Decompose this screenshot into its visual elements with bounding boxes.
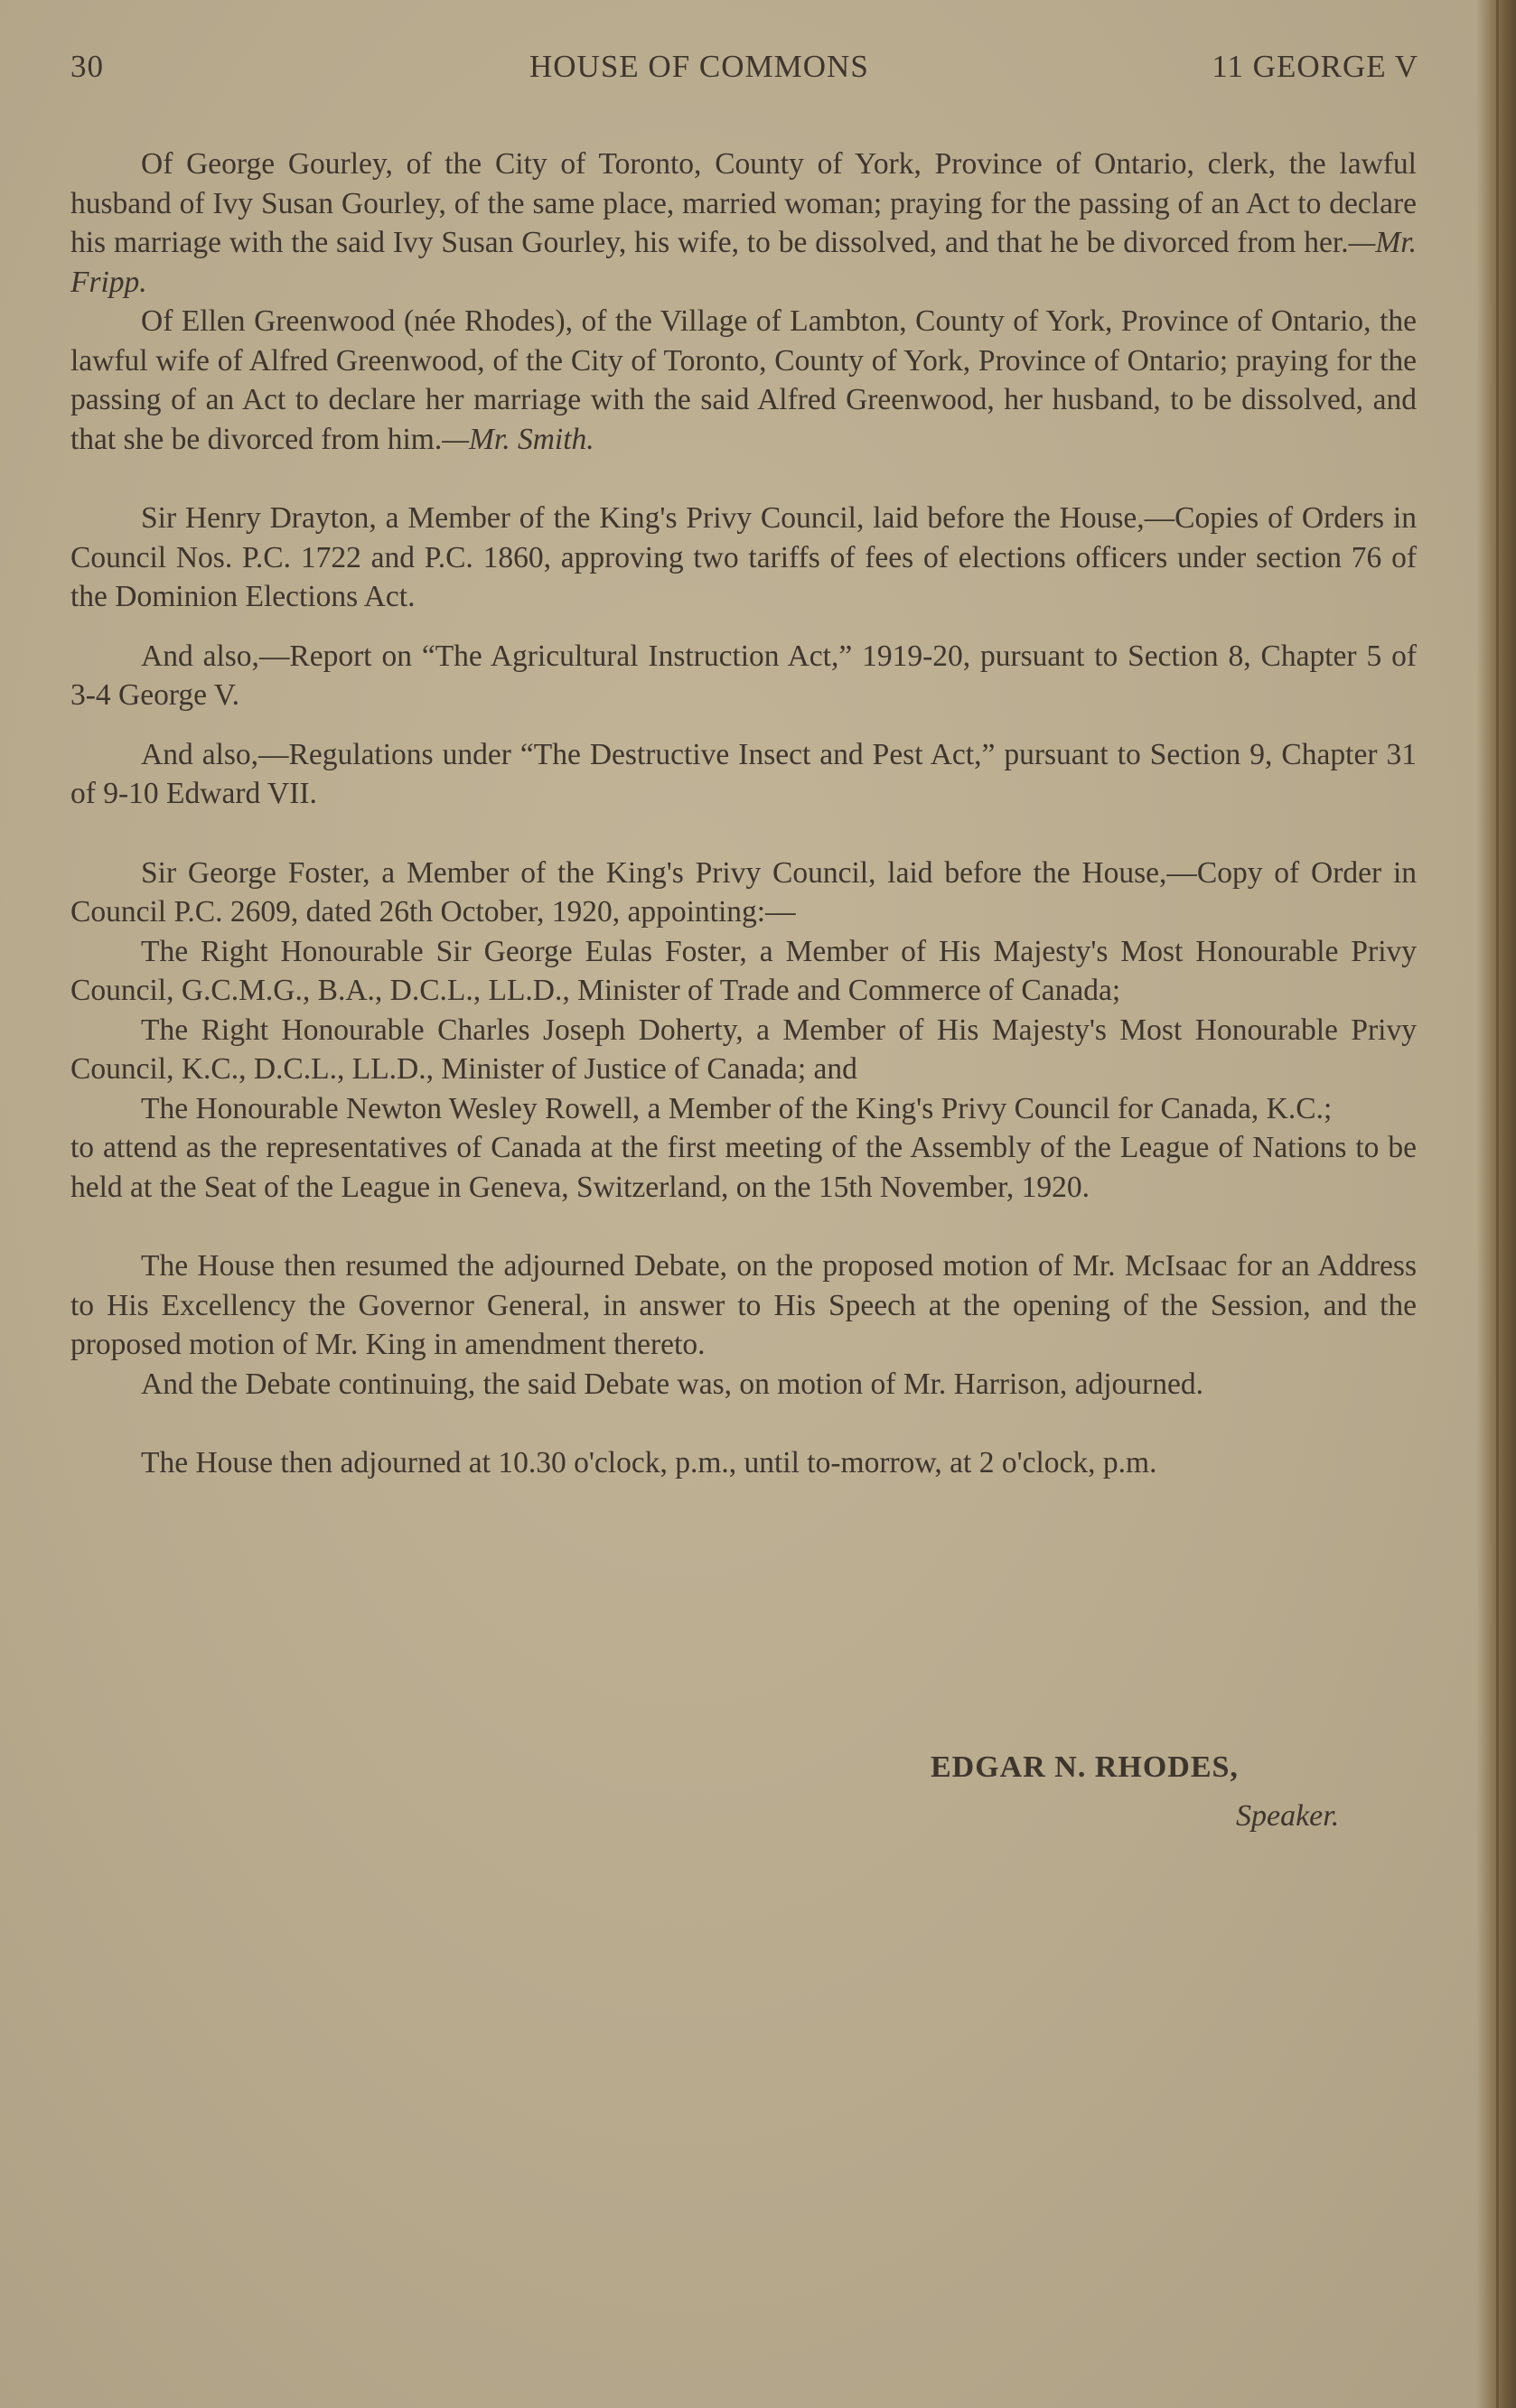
appointment-purpose: to attend as the representatives of Canada at the first meeting of the Assembly of the League of Nations to be held at the Seat of the League in Geneva, Switzerland, on the 15th November, 1920.: [70, 1131, 1417, 1204]
journal-body: [70, 145, 1417, 1483]
appointee-rowell: The Honourable Newton Wesley Rowell, a Member of the King's Privy Council for Canada, K.C.;: [141, 1091, 1333, 1125]
foster-tabling: Sir George Foster, a Member of the King's Privy Council, laid before the House,—Copy of Order in Council P.C. 2609, dated 26th October, 1920, appointing:—: [70, 855, 1417, 929]
appointee-doherty: The Right Honourable Charles Joseph Doherty, a Member of His Majesty's Most Honourable Privy Council, K.C., D.C.L., LL.D., Minister of Justice of Canada; and: [70, 1013, 1417, 1086]
house-adjournment: The House then adjourned at 10.30 o'clock, p.m., until to-morrow, at 2 o'clock, p.m.: [141, 1446, 1157, 1479]
agricultural-report: And also,—Report on “The Agricultural Instruction Act,” 1919-20, pursuant to Section 8, Chapter 5 of 3-4 George V.: [70, 639, 1417, 712]
speaker-name: EDGAR N. RHODES,: [931, 1750, 1239, 1784]
debate-adjourned: And the Debate continuing, the said Debate was, on motion of Mr. Harrison, adjourned.: [141, 1367, 1203, 1401]
pest-regulations: And also,—Regulations under “The Destructive Insect and Pest Act,” pursuant to Section 9, Chapter 31 of 9-10 Edward VII.: [70, 737, 1417, 810]
petition-text: Of George Gourley, of the City of Toronto, County of York, Province of Ontario, clerk, the lawful husband of Ivy Susan Gourley, of the same place, married woman; praying for the passing of an Act to declare his marriage with the said Ivy Susan Gourley, his wife, to be dissolved, and that he be divorced from her.: [70, 147, 1417, 259]
petition-member: —Mr. Fripp.: [70, 226, 1417, 299]
speaker-signature-block: [931, 1743, 1373, 1841]
petition-text: Of Ellen Greenwood (née Rhodes), of the Village of Lambton, County of York, Province of Ontario, the lawful wife of Alfred Greenwood, of the City of Toronto, County of York, Province of Ontario; praying for the passing of an Act to declare her marriage with the said Alfred Greenwood, her husband, to be dissolved, and that she be divorced from him.: [70, 304, 1417, 456]
page-number: 30: [70, 49, 104, 84]
running-title: HOUSE OF COMMONS: [529, 49, 869, 84]
speaker-title: Speaker.: [1236, 1799, 1340, 1833]
regnal-year: 11 GEORGE V: [1212, 49, 1418, 84]
petition-gourley: [70, 145, 1417, 302]
running-header: [70, 49, 1418, 94]
appointee-foster: The Right Honourable Sir George Eulas Foster, a Member of His Majesty's Most Honourable Privy Council, G.C.M.G., B.A., D.C.L., LL.D., Minister of Trade and Commerce of Canada;: [70, 934, 1417, 1007]
petition-member: —Mr. Smith.: [442, 422, 594, 456]
page-binding-edge: [1476, 0, 1516, 2408]
petition-greenwood: [70, 302, 1417, 459]
drayton-tabling: Sir Henry Drayton, a Member of the King's Privy Council, laid before the House,—Copies of Orders in Council Nos. P.C. 1722 and P.C. 1860, approving two tariffs of fees of elections officers under section 76 of the Dominion Elections Act.: [70, 501, 1417, 613]
debate-resumed: The House then resumed the adjourned Debate, on the proposed motion of Mr. McIsaac for an Address to His Excellency the Governor General, in answer to His Speech at the opening of the Session, and the proposed motion of Mr. King in amendment thereto.: [70, 1249, 1417, 1361]
